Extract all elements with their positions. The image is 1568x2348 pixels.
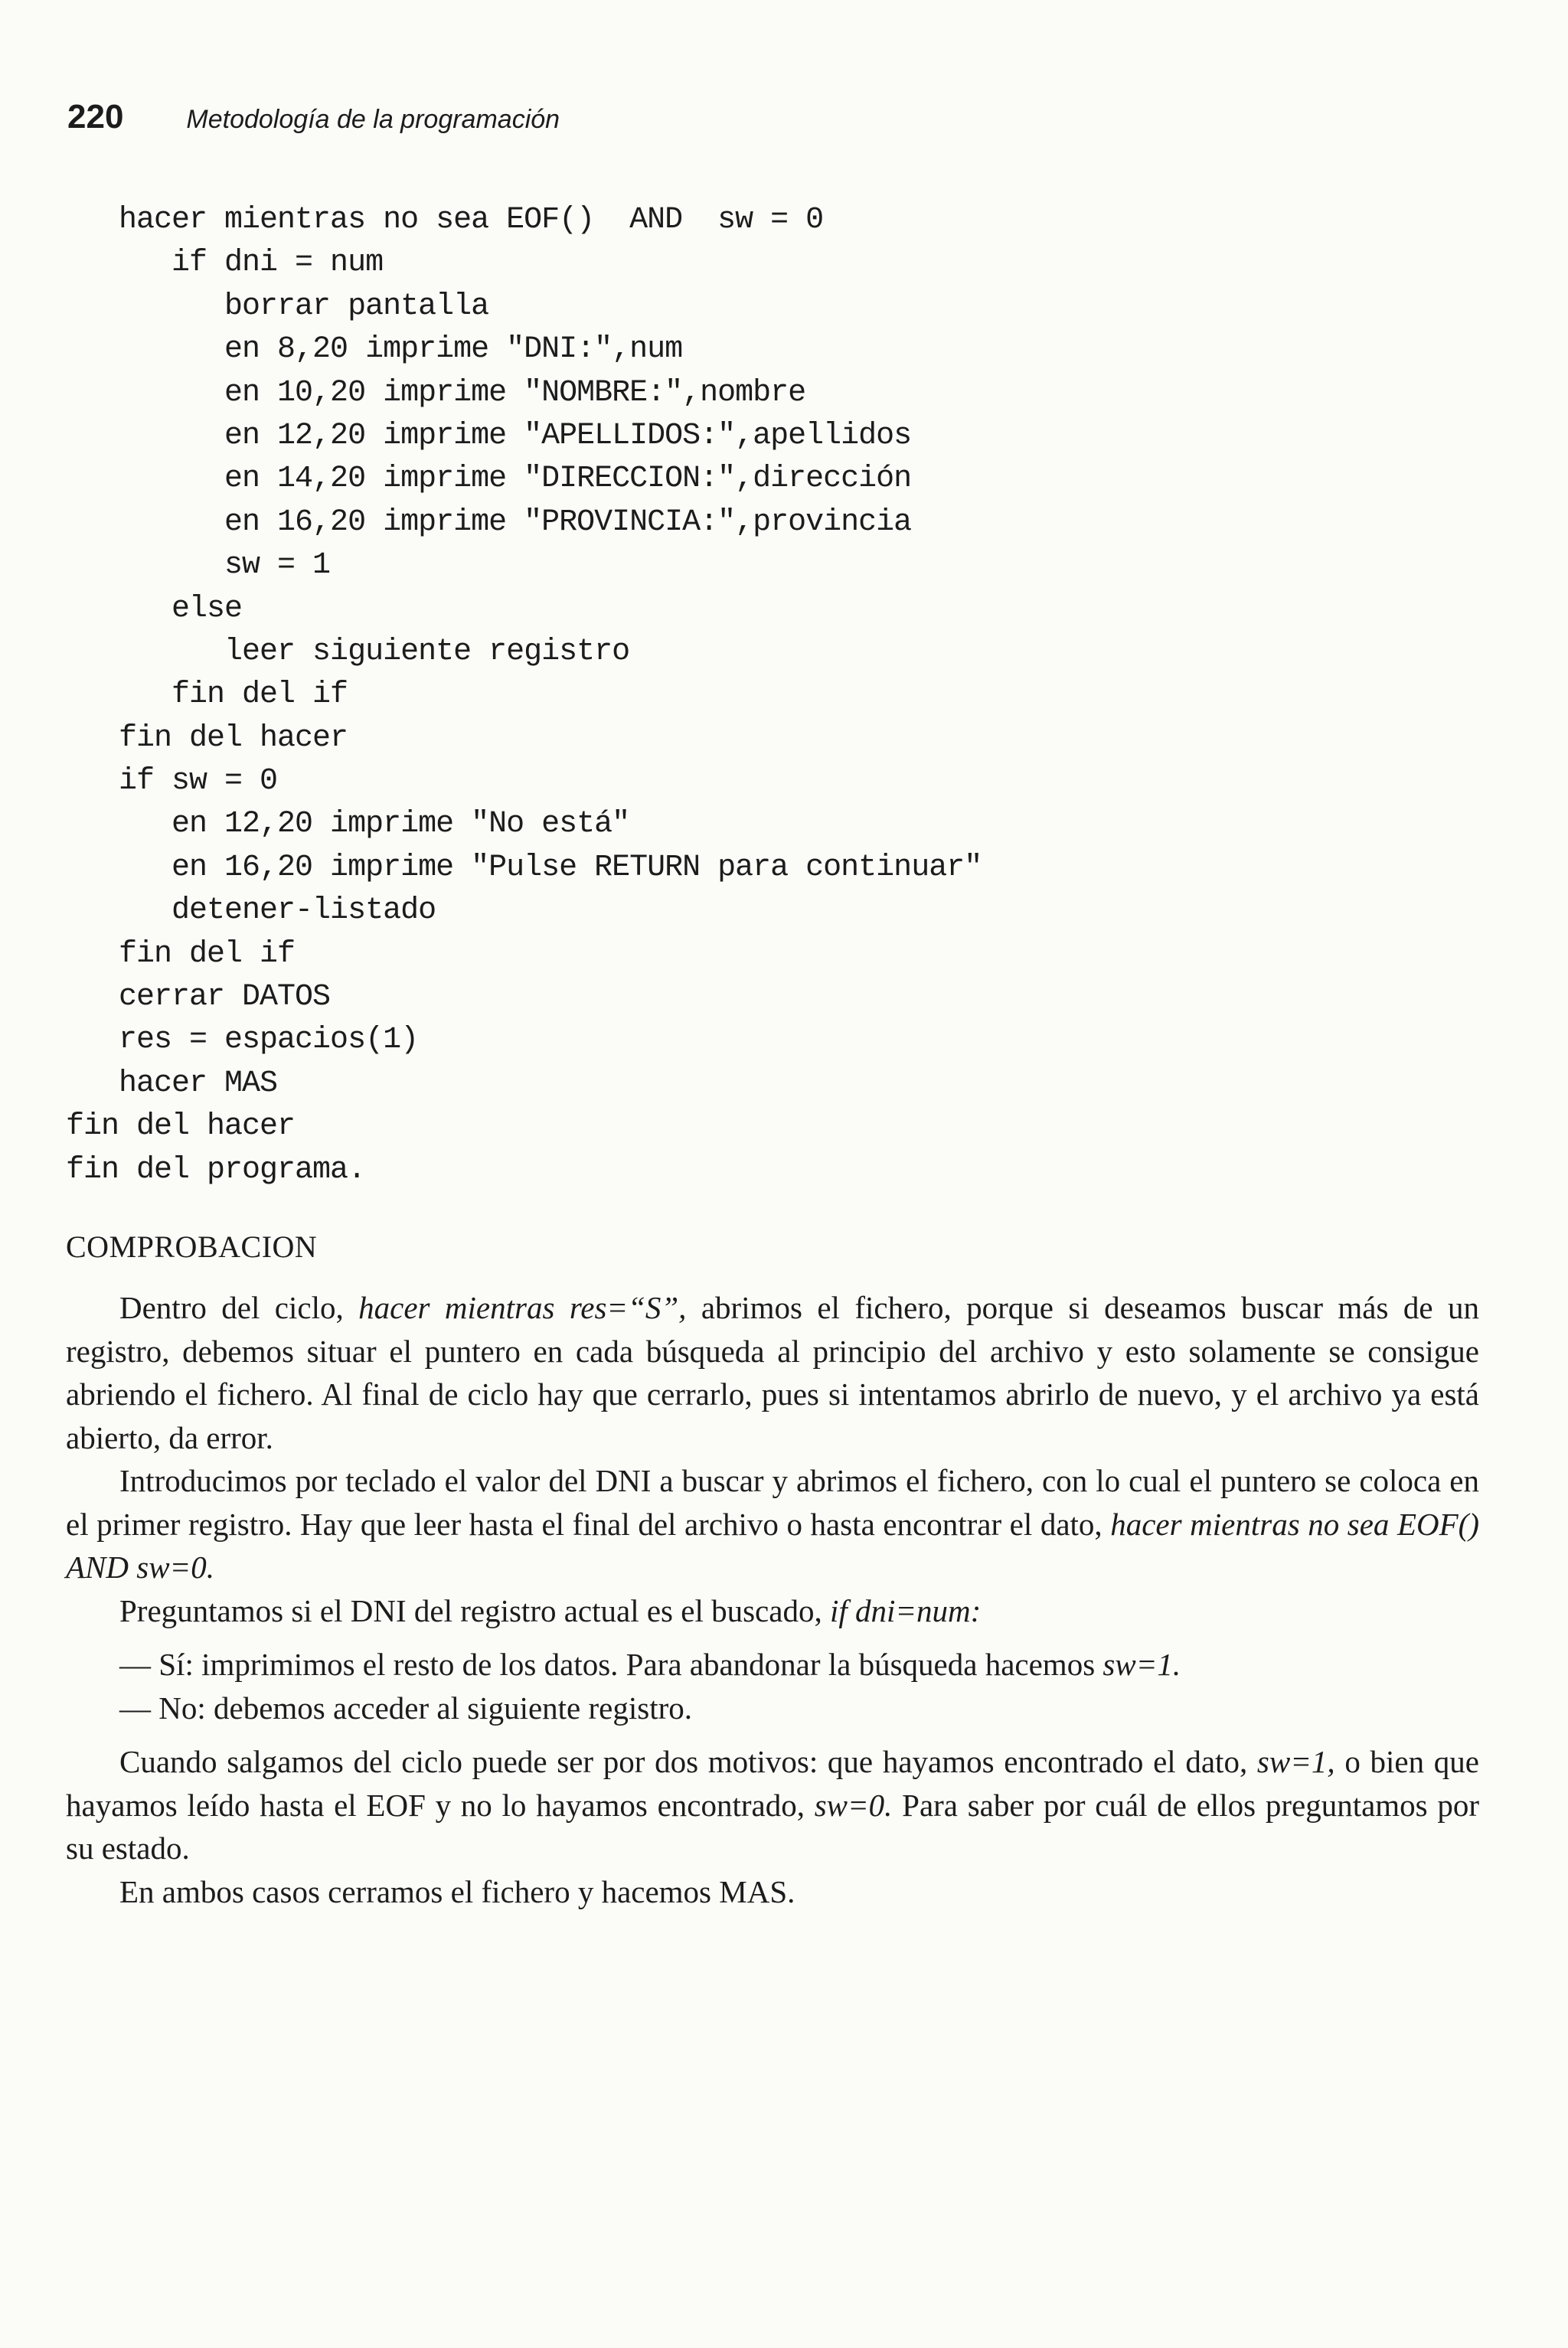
code-line: fin del hacer (66, 720, 348, 756)
paragraph (66, 1589, 1479, 1633)
paragraph (66, 1286, 1479, 1459)
code-line: en 8,20 imprime "DNI:",num (66, 332, 683, 367)
page-header (67, 98, 560, 144)
code-line: fin del hacer (66, 1109, 296, 1145)
text-run: En ambos casos cerramos el fichero y hacemos MAS. (119, 1873, 795, 1909)
dash-list-item (66, 1643, 1479, 1687)
text-run: — Sí: imprimimos el resto de los datos. Para abandonar la búsqueda hacemos (119, 1647, 1103, 1682)
code-line: if dni = num (66, 246, 384, 281)
code-line: en 12,20 imprime "No está" (66, 807, 630, 842)
body-text (66, 1286, 1479, 1913)
text-run: Dentro del ciclo, (119, 1290, 359, 1325)
code-line: hacer MAS (66, 1066, 278, 1101)
code-line: en 16,20 imprime "PROVINCIA:",provincia (66, 505, 912, 540)
paragraph (66, 1459, 1479, 1589)
text-run-italic: if dni=num: (829, 1592, 982, 1628)
code-line: en 14,20 imprime "DIRECCION:",dirección (66, 462, 912, 497)
code-line: borrar pantalla (66, 289, 489, 324)
code-line: fin del if (66, 936, 296, 972)
text-run: Introducimos por teclado el valor del DNI a buscar y abrimos el fichero, con lo cual el puntero se coloca en el primer registro. Hay que leer hasta el final del archivo o hasta encontrar el dato, (66, 1463, 1479, 1542)
section-heading: COMPROBACION (66, 1230, 318, 1264)
text-run: o bien que hayamos leído hasta el EOF y no lo hayamos encontrado, (66, 1744, 1479, 1823)
code-line: detener-listado (66, 893, 436, 929)
code-line: en 16,20 imprime "Pulse RETURN para continuar" (66, 850, 982, 885)
text-run: abrimos el fichero, porque si deseamos buscar más de un registro, debemos situar el puntero en cada búsqueda al principio del archivo y esto solamente se consigue abriendo el fichero. Al final de ciclo hay que cerrarlo, pues si intentamos abrirlo de nuevo, y el archivo ya está abierto, da error. (66, 1290, 1479, 1455)
code-listing (66, 199, 1444, 1192)
text-run-italic: hacer mientras no sea EOF() AND sw=0. (66, 1506, 1479, 1585)
text-run-italic: hacer mientras res=“S”, (358, 1290, 687, 1325)
text-run: Cuando salgamos del ciclo puede ser por dos motivos: que hayamos encontrado el dato, (119, 1744, 1257, 1779)
code-line: en 10,20 imprime "NOMBRE:",nombre (66, 375, 806, 410)
code-line: hacer mientras no sea EOF() AND sw = 0 (66, 203, 824, 237)
page-number: 220 (67, 98, 124, 136)
text-run: — No: debemos acceder al siguiente registro. (119, 1690, 692, 1726)
code-line: res = espacios(1) (66, 1023, 419, 1058)
text-run-italic: sw=1, (1256, 1744, 1335, 1779)
code-line: sw = 1 (66, 548, 331, 583)
code-line: leer siguiente registro (66, 634, 630, 669)
code-line: en 12,20 imprime "APELLIDOS:",apellidos (66, 418, 912, 453)
text-run: Para saber por cuál de ellos preguntamos por su estado. (66, 1787, 1480, 1866)
text-run-italic: sw=1. (1102, 1647, 1181, 1682)
code-line: fin del if (66, 678, 348, 713)
code-line: cerrar DATOS (66, 980, 331, 1015)
text-run-italic: sw=0. (814, 1787, 893, 1823)
paragraph (66, 1740, 1479, 1870)
code-line: if sw = 0 (66, 764, 278, 799)
running-title: Metodología de la programación (186, 105, 560, 134)
dash-list-item (66, 1687, 1479, 1730)
code-line: else (66, 591, 243, 626)
paragraph (66, 1870, 1479, 1914)
text-run: Preguntamos si el DNI del registro actual es el buscado, (119, 1592, 830, 1628)
code-line: fin del programa. (66, 1152, 366, 1187)
